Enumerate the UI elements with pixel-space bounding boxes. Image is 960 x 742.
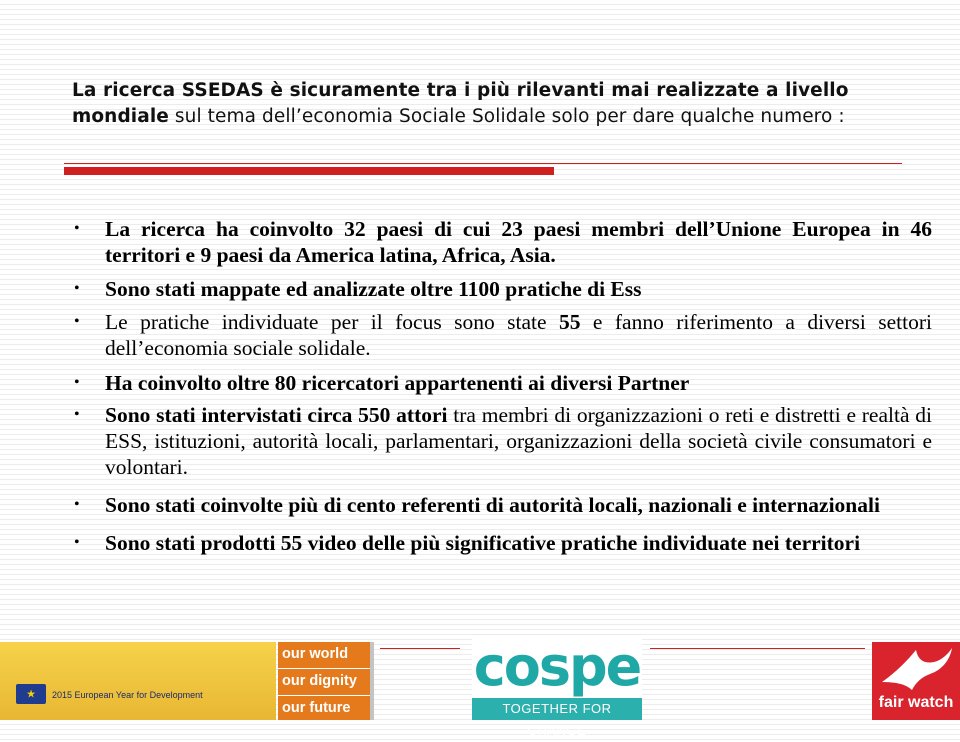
our-dignity-line: our dignity xyxy=(278,669,370,696)
slide-title xyxy=(72,78,872,130)
title-normal: sul tema dell’economia Sociale Solidale solo per dare qualche numero : xyxy=(168,106,845,127)
footer-divider-right xyxy=(650,648,865,649)
bullet-item xyxy=(72,402,932,480)
bullet-icon: • xyxy=(74,496,80,513)
bullet-text: Sono stati coinvolte più di cento referenti di autorità locali, nazionali e internazionali xyxy=(105,493,880,517)
bullet-text: e fanno riferimento a diversi settori dell’economia sociale solidale. xyxy=(105,310,932,360)
our-world-logo xyxy=(278,642,370,720)
title-divider-thin xyxy=(64,163,902,164)
cospe-tagline: TOGETHER FOR CHANGE xyxy=(472,698,642,720)
bullet-text-bold: Sono stati intervistati circa 550 attori xyxy=(105,403,448,427)
bird-icon xyxy=(872,642,960,694)
bullet-icon: • xyxy=(74,220,80,237)
bullet-text: Le pratiche individuate per il focus sono state xyxy=(105,310,559,334)
eu-year-text: 2015 European Year for Development xyxy=(52,690,203,700)
bullet-text: Sono stati mappate ed analizzate oltre 1100 pratiche di Ess xyxy=(105,277,642,301)
fair-watch-logo xyxy=(872,642,960,720)
cospe-wordmark: cospe xyxy=(473,635,641,698)
bullet-text-bold: 55 xyxy=(558,310,581,334)
logo-edge xyxy=(370,642,374,720)
eu-year-logo xyxy=(0,642,276,720)
bullet-item xyxy=(72,216,932,268)
bullet-icon: • xyxy=(74,406,80,423)
title-divider-thick xyxy=(64,167,554,175)
bullet-item xyxy=(72,309,932,361)
bullet-list xyxy=(72,216,932,556)
footer-divider-left xyxy=(380,648,460,649)
cospe-logo xyxy=(472,635,642,738)
bullet-text: Ha coinvolto oltre 80 ricercatori appartenenti ai diversi Partner xyxy=(105,371,690,395)
bullet-text: tra membri di organizzazioni o reti e distretti e realtà di ESS, istituzioni, autorità locali, parlamentari, organizzazioni della società civile consumatori e volontari. xyxy=(105,403,932,479)
our-world-line: our world xyxy=(278,642,370,669)
bullet-icon: • xyxy=(74,374,80,391)
bullet-icon: • xyxy=(74,313,80,330)
fair-watch-text: fair watch xyxy=(878,694,954,711)
eu-flag-icon: ★ xyxy=(16,684,46,704)
bullet-text: Sono stati prodotti 55 video delle più significative pratiche individuate nei territori xyxy=(105,531,861,555)
title-bold: La ricerca SSEDAS è sicuramente tra i più rilevanti mai realizzate a livello mondiale xyxy=(72,80,849,127)
bullet-icon: • xyxy=(74,534,80,551)
bullet-icon: • xyxy=(74,280,80,297)
bullet-item xyxy=(72,370,932,396)
bullet-item xyxy=(72,492,932,518)
bullet-text: La ricerca ha coinvolto 32 paesi di cui 23 paesi membri dell’Unione Europea in 46 territori e 9 paesi da America latina, Africa, Asia. xyxy=(105,217,932,267)
bullet-item xyxy=(72,276,932,302)
footer-logos xyxy=(0,635,960,738)
bullet-item xyxy=(72,530,932,556)
our-future-line: our future xyxy=(282,700,351,716)
